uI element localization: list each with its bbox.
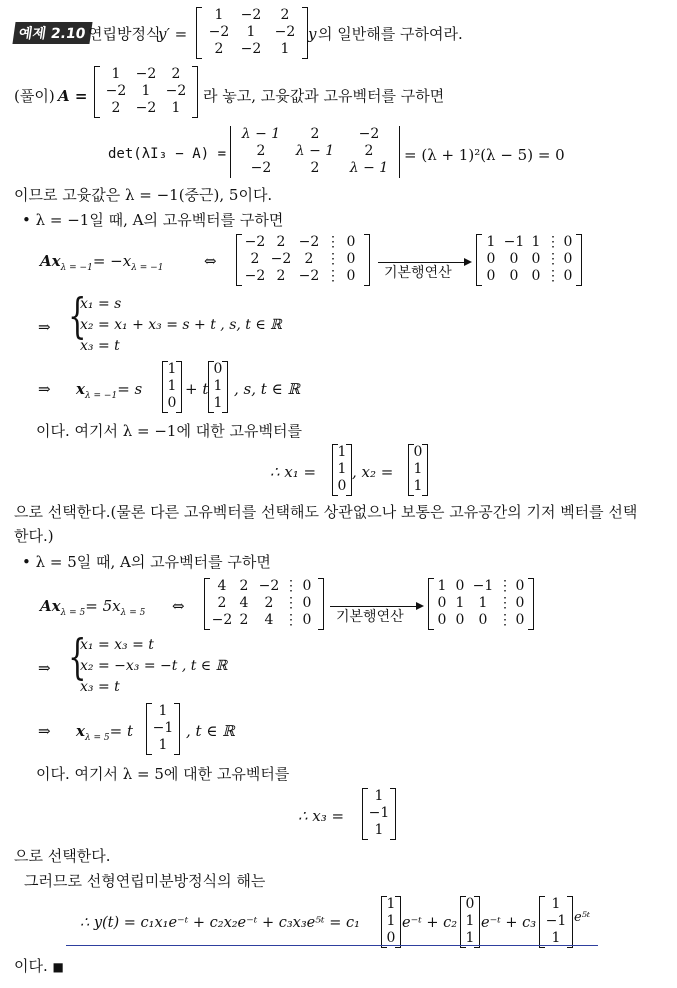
statement-pre: 연립방정식 (88, 25, 161, 43)
case2-eq: $Ax_{\lambda = 5}= 5x_{\lambda = 5}$ (40, 597, 146, 618)
yprime: y′ = (158, 25, 188, 43)
case1-sys-2: x₂ = x₁ + x₃ = s + t , s, t ∈ ℝ (80, 317, 282, 333)
conclusion-e1: e⁻ᵗ + c₂ (402, 915, 458, 931)
conclusion-vector-1: 1 1 0 (381, 896, 401, 948)
case2-row-op-arrow (330, 606, 422, 607)
matrix-A: 1 −2 2 −2 1 −2 2 −2 1 (94, 66, 198, 118)
case2-sys-2: x₂ = −x₃ = −t , t ∈ ℝ (80, 658, 228, 674)
conclusion-formula: ∴ y(t) = c₁x₁e⁻ᵗ + c₂x₂e⁻ᵗ + c₃x₃e⁵ᵗ = c₁ (80, 915, 360, 931)
eigen-line: 이므로 고윳값은 λ = −1(중근), 5이다. (14, 186, 273, 204)
case1-iff: ⇔ (204, 252, 217, 270)
case1-vec-lhs: $x_{\lambda = -1}= s$ (76, 380, 143, 401)
case1-implies-2: ⇒ (38, 380, 51, 398)
det-rhs: = (λ + 1)²(λ − 5) = 0 (404, 146, 565, 164)
case1-row-op-arrow (378, 262, 470, 263)
conclusion-end: 이다. ■ (14, 957, 64, 975)
case1-sys-1: x₁ = s (80, 296, 122, 312)
case1-x2-vector: 0 1 1 (408, 444, 428, 496)
conclusion-underline (66, 945, 598, 946)
matrix-A-statement: 1 −2 2 −2 1 −2 2 −2 1 (196, 7, 308, 59)
conclusion-lead: 그러므로 선형연립미분방정식의 해는 (24, 872, 266, 890)
case1-rref-matrix: 1 −1 1 ⋮ 0 0 0 0 ⋮ 0 0 0 0 ⋮ 0 (476, 234, 582, 286)
statement-post: 의 일반해를 구하여라. (318, 25, 463, 43)
case2-sys-3: x₃ = t (80, 679, 120, 695)
A-eq: A = (58, 87, 88, 105)
case1-augmented-matrix: −2 2 −2 ⋮ 0 2 −2 2 ⋮ 0 −2 2 −2 ⋮ 0 (236, 234, 370, 286)
case2-therefore: ∴ x₃ = (298, 807, 345, 825)
statement-y: y (308, 25, 317, 43)
example-badge: 예제 2.10 (12, 22, 93, 44)
case2-rref-matrix: 1 0 −1 ⋮ 0 0 1 1 ⋮ 0 0 0 0 ⋮ 0 (428, 578, 534, 630)
case2-basis-v: 1 −1 1 (146, 703, 180, 755)
case1-eq: $Ax_{\lambda = -1}= -x_{\lambda = -1}$ (40, 252, 164, 273)
case1-implies-1: ⇒ (38, 318, 51, 336)
case1-note-2: 한다.) (14, 527, 54, 545)
case2-augmented-matrix: 4 2 −2 ⋮ 0 2 4 2 ⋮ 0 −2 2 4 ⋮ 0 (204, 578, 324, 630)
case1-title: • λ = −1일 때, A의 고유벡터를 구하면 (22, 211, 284, 229)
case1-row-op-label: 기본행연산 (384, 265, 452, 281)
case1-note-1: 으로 선택한다.(물론 다른 고유벡터를 선택해도 상관없으나 보통은 고유공간의 기저 벡터를 선택 (14, 503, 638, 521)
after-A: 라 놓고, 고윳값과 고유벡터를 구하면 (203, 87, 445, 105)
qed-mark: ■ (52, 960, 64, 974)
solution-label: (풀이) (14, 87, 55, 105)
conclusion-vector-3: 1 −1 1 (539, 896, 573, 948)
case2-row-op-label: 기본행연산 (336, 609, 404, 625)
case1-basis-v1: 1 1 0 (162, 361, 182, 413)
case1-plus-t: + t (185, 380, 209, 398)
conclusion-e2: e⁻ᵗ + c₃ (481, 915, 537, 931)
case2-iff: ⇔ (172, 597, 185, 615)
case2-implies-2: ⇒ (38, 722, 51, 740)
case1-comma-x2: , x₂ = (352, 463, 394, 481)
case1-therefore: ∴ x₁ = (270, 463, 317, 481)
det-lhs: det(λI₃ − A) = (108, 146, 227, 162)
conclusion-vector-2: 0 1 1 (460, 896, 480, 948)
case1-basis-v2: 0 1 1 (208, 361, 228, 413)
case2-system-brace: { (68, 629, 87, 685)
case1-sys-3: x₃ = t (80, 338, 120, 354)
case1-system-brace: { (68, 288, 87, 344)
det-matrix: λ − 1 2 −2 2 λ − 1 2 −2 2 λ − 1 (230, 126, 400, 178)
case2-choose: 으로 선택한다. (14, 847, 111, 865)
case1-here: 이다. 여기서 λ = −1에 대한 고유벡터를 (36, 422, 302, 440)
case2-vec-tail: , t ∈ ℝ (186, 722, 235, 740)
conclusion-e3: e⁵ᵗ (574, 910, 591, 925)
case1-x1-vector: 1 1 0 (332, 444, 352, 496)
case2-here: 이다. 여기서 λ = 5에 대한 고유벡터를 (36, 765, 290, 783)
case2-title: • λ = 5일 때, A의 고유벡터를 구하면 (22, 553, 271, 571)
case2-sys-1: x₁ = x₃ = t (80, 637, 154, 653)
case2-implies-1: ⇒ (38, 659, 51, 677)
case2-x3-vector: 1 −1 1 (362, 788, 396, 840)
case1-vec-tail: , s, t ∈ ℝ (234, 380, 300, 398)
case2-vec-lhs: $x_{\lambda = 5}= t$ (76, 722, 134, 743)
